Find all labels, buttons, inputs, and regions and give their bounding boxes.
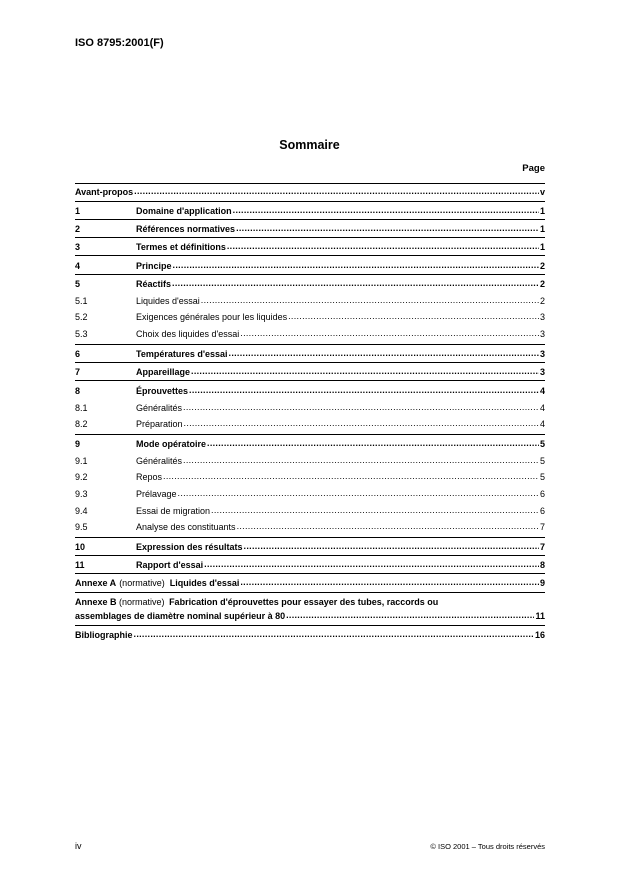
toc-entry-page: 11 xyxy=(535,611,545,621)
toc-entry-title: Liquides d'essai xyxy=(169,578,240,588)
dot-leader xyxy=(240,577,539,588)
dot-leader xyxy=(233,205,539,216)
toc-entry-title: Prélavage xyxy=(136,489,177,499)
dot-leader xyxy=(191,366,539,377)
dot-leader xyxy=(286,610,534,621)
dot-leader xyxy=(240,328,539,339)
separator-line xyxy=(75,237,545,238)
toc-entry-title: Analyse des constituants xyxy=(136,522,236,532)
toc-subentry[interactable] xyxy=(75,418,545,430)
dot-leader xyxy=(173,260,539,271)
annex-label: Annexe A xyxy=(75,578,117,588)
toc-entry-page: 9 xyxy=(539,578,545,588)
toc-entry-bibliography[interactable] xyxy=(75,629,545,641)
dot-leader xyxy=(184,418,539,429)
toc-entry[interactable] xyxy=(75,541,545,553)
toc-subentry[interactable] xyxy=(75,505,545,517)
dot-leader xyxy=(134,186,539,197)
toc-entry[interactable] xyxy=(75,438,545,450)
toc-entry-number: 9 xyxy=(75,439,81,449)
toc-entry-page: 7 xyxy=(539,522,545,532)
toc-entry-number: 9.1 xyxy=(75,456,88,466)
dot-leader xyxy=(236,223,539,234)
dot-leader xyxy=(244,541,539,552)
separator-line xyxy=(75,183,545,184)
toc-entry-number: 3 xyxy=(75,242,81,252)
toc-subentry[interactable] xyxy=(75,471,545,483)
toc-entry-title: Bibliographie xyxy=(75,630,133,640)
toc-subentry[interactable] xyxy=(75,402,545,414)
toc-entry-title: Appareillage xyxy=(136,367,191,377)
toc-entry-number: 9.2 xyxy=(75,472,88,482)
toc-entry-page: 4 xyxy=(539,419,545,429)
toc-entry-number: 6 xyxy=(75,349,81,359)
toc-entry-annex-a[interactable] xyxy=(75,577,545,589)
toc-entry-page: 2 xyxy=(539,279,545,289)
toc-entry-title-continued: assemblages de diamètre nominal supérieur à 80 xyxy=(75,611,286,621)
toc-entry-number: 5.1 xyxy=(75,296,88,306)
toc-subentry[interactable] xyxy=(75,295,545,307)
toc-entry-page: 16 xyxy=(534,630,545,640)
toc-entry-number: 9.4 xyxy=(75,506,88,516)
toc-entry-title: Repos xyxy=(136,472,163,482)
toc-entry-title: Domaine d'application xyxy=(136,206,232,216)
toc-entry-title: Éprouvettes xyxy=(136,386,189,396)
toc-entry-number: 5.2 xyxy=(75,312,88,322)
toc-entry-title: Rapport d'essai xyxy=(136,560,204,570)
toc-subentry[interactable] xyxy=(75,488,545,500)
toc-entry[interactable] xyxy=(75,223,545,235)
toc-entry-title: Préparation xyxy=(136,419,183,429)
toc-entry-title: Réactifs xyxy=(136,279,172,289)
dot-leader xyxy=(211,505,539,516)
toc-entry[interactable] xyxy=(75,366,545,378)
toc-entry-page: 3 xyxy=(539,312,545,322)
toc-entry[interactable] xyxy=(75,260,545,272)
separator-line xyxy=(75,625,545,626)
toc-entry-page: 7 xyxy=(539,542,545,552)
toc-entry[interactable] xyxy=(75,385,545,397)
separator-line xyxy=(75,362,545,363)
toc-entry-title: Références normatives xyxy=(136,224,236,234)
separator-line xyxy=(75,555,545,556)
toc-entry-title: Généralités xyxy=(136,456,183,466)
toc-entry-page: 5 xyxy=(539,439,545,449)
footer-page-number: iv xyxy=(75,841,82,851)
toc-entry-number: 5 xyxy=(75,279,81,289)
toc-entry-number: 5.3 xyxy=(75,329,88,339)
separator-line xyxy=(75,573,545,574)
toc-entry-title: Températures d'essai xyxy=(136,349,228,359)
toc-entry-title: Exigences générales pour les liquides xyxy=(136,312,288,322)
toc-entry-avant-propos[interactable] xyxy=(75,186,545,198)
toc-entry-page: 2 xyxy=(539,261,545,271)
toc-subentry[interactable] xyxy=(75,521,545,533)
toc-entry-page: 8 xyxy=(539,560,545,570)
toc-entry-page: 5 xyxy=(539,472,545,482)
toc-entry[interactable] xyxy=(75,205,545,217)
toc-entry-annex-b-line2[interactable] xyxy=(75,610,545,622)
toc-entry-page: 2 xyxy=(539,296,545,306)
toc-entry-page: 4 xyxy=(539,386,545,396)
toc-entry-number: 10 xyxy=(75,542,86,552)
document-id: ISO 8795:2001(F) xyxy=(75,37,164,49)
dot-leader xyxy=(178,488,539,499)
dot-leader xyxy=(172,278,539,289)
toc-entry-number: 9.5 xyxy=(75,522,88,532)
separator-line xyxy=(75,255,545,256)
dot-leader xyxy=(189,385,539,396)
separator-line xyxy=(75,380,545,381)
dot-leader xyxy=(163,471,539,482)
dot-leader xyxy=(237,521,539,532)
toc-entry-title: Principe xyxy=(136,261,172,271)
dot-leader xyxy=(227,241,539,252)
toc-entry-page: v xyxy=(539,187,545,197)
toc-subentry[interactable] xyxy=(75,455,545,467)
toc-entry-number: 2 xyxy=(75,224,81,234)
toc-entry-page: 1 xyxy=(539,224,545,234)
toc-entry-number: 8.2 xyxy=(75,419,88,429)
toc-entry[interactable] xyxy=(75,348,545,360)
toc-entry-title: Termes et définitions xyxy=(136,242,226,252)
toc-entry-number: 11 xyxy=(75,560,85,570)
annex-type: (normative) xyxy=(119,578,165,588)
toc-subentry[interactable] xyxy=(75,311,545,323)
toc-entry-page: 3 xyxy=(539,349,545,359)
toc-entry-title: Avant-propos xyxy=(75,187,134,197)
toc-entry-number: 4 xyxy=(75,261,81,271)
toc-entry-page: 3 xyxy=(539,329,545,339)
separator-line xyxy=(75,201,545,202)
dot-leader xyxy=(288,311,539,322)
toc-entry-number: 9.3 xyxy=(75,489,88,499)
dot-leader xyxy=(229,348,539,359)
separator-line xyxy=(75,219,545,220)
toc-entry[interactable] xyxy=(75,559,545,571)
annex-label: Annexe B xyxy=(75,597,117,607)
dot-leader xyxy=(207,438,539,449)
toc-entry-page: 6 xyxy=(539,506,545,516)
toc-entry-page: 3 xyxy=(539,367,545,377)
page-column-label: Page xyxy=(522,163,545,174)
annex-type: (normative) xyxy=(119,597,165,607)
toc-heading: Sommaire xyxy=(279,138,340,152)
toc-entry-number: 7 xyxy=(75,367,81,377)
dot-leader xyxy=(204,559,539,570)
dot-leader xyxy=(134,629,534,640)
toc-entry-page: 4 xyxy=(539,403,545,413)
toc-entry-title: Liquides d'essai xyxy=(136,296,200,306)
toc-entry-number: 8.1 xyxy=(75,403,88,413)
toc-entry-page: 1 xyxy=(539,242,545,252)
toc-entry-annex-b-line1[interactable] xyxy=(75,597,438,608)
separator-line xyxy=(75,434,545,435)
toc-subentry[interactable] xyxy=(75,328,545,340)
toc-entry-title: Mode opératoire xyxy=(136,439,207,449)
dot-leader xyxy=(183,455,539,466)
toc-entry-title: Essai de migration xyxy=(136,506,211,516)
toc-entry-title: Généralités xyxy=(136,403,183,413)
footer-copyright: © ISO 2001 – Tous droits réservés xyxy=(430,842,545,851)
toc-entry[interactable] xyxy=(75,241,545,253)
toc-entry-title: Fabrication d'éprouvettes pour essayer des tubes, raccords ou xyxy=(169,597,439,607)
toc-entry-page: 1 xyxy=(539,206,545,216)
dot-leader xyxy=(183,402,539,413)
separator-line xyxy=(75,537,545,538)
separator-line xyxy=(75,274,545,275)
separator-line xyxy=(75,344,545,345)
toc-entry-number: 1 xyxy=(75,206,81,216)
separator-line xyxy=(75,592,545,593)
toc-entry-page: 6 xyxy=(539,489,545,499)
toc-entry-number: 8 xyxy=(75,386,81,396)
toc-entry-page: 5 xyxy=(539,456,545,466)
toc-entry-title: Choix des liquides d'essai xyxy=(136,329,240,339)
toc-entry[interactable] xyxy=(75,278,545,290)
dot-leader xyxy=(201,295,539,306)
toc-entry-title: Expression des résultats xyxy=(136,542,243,552)
